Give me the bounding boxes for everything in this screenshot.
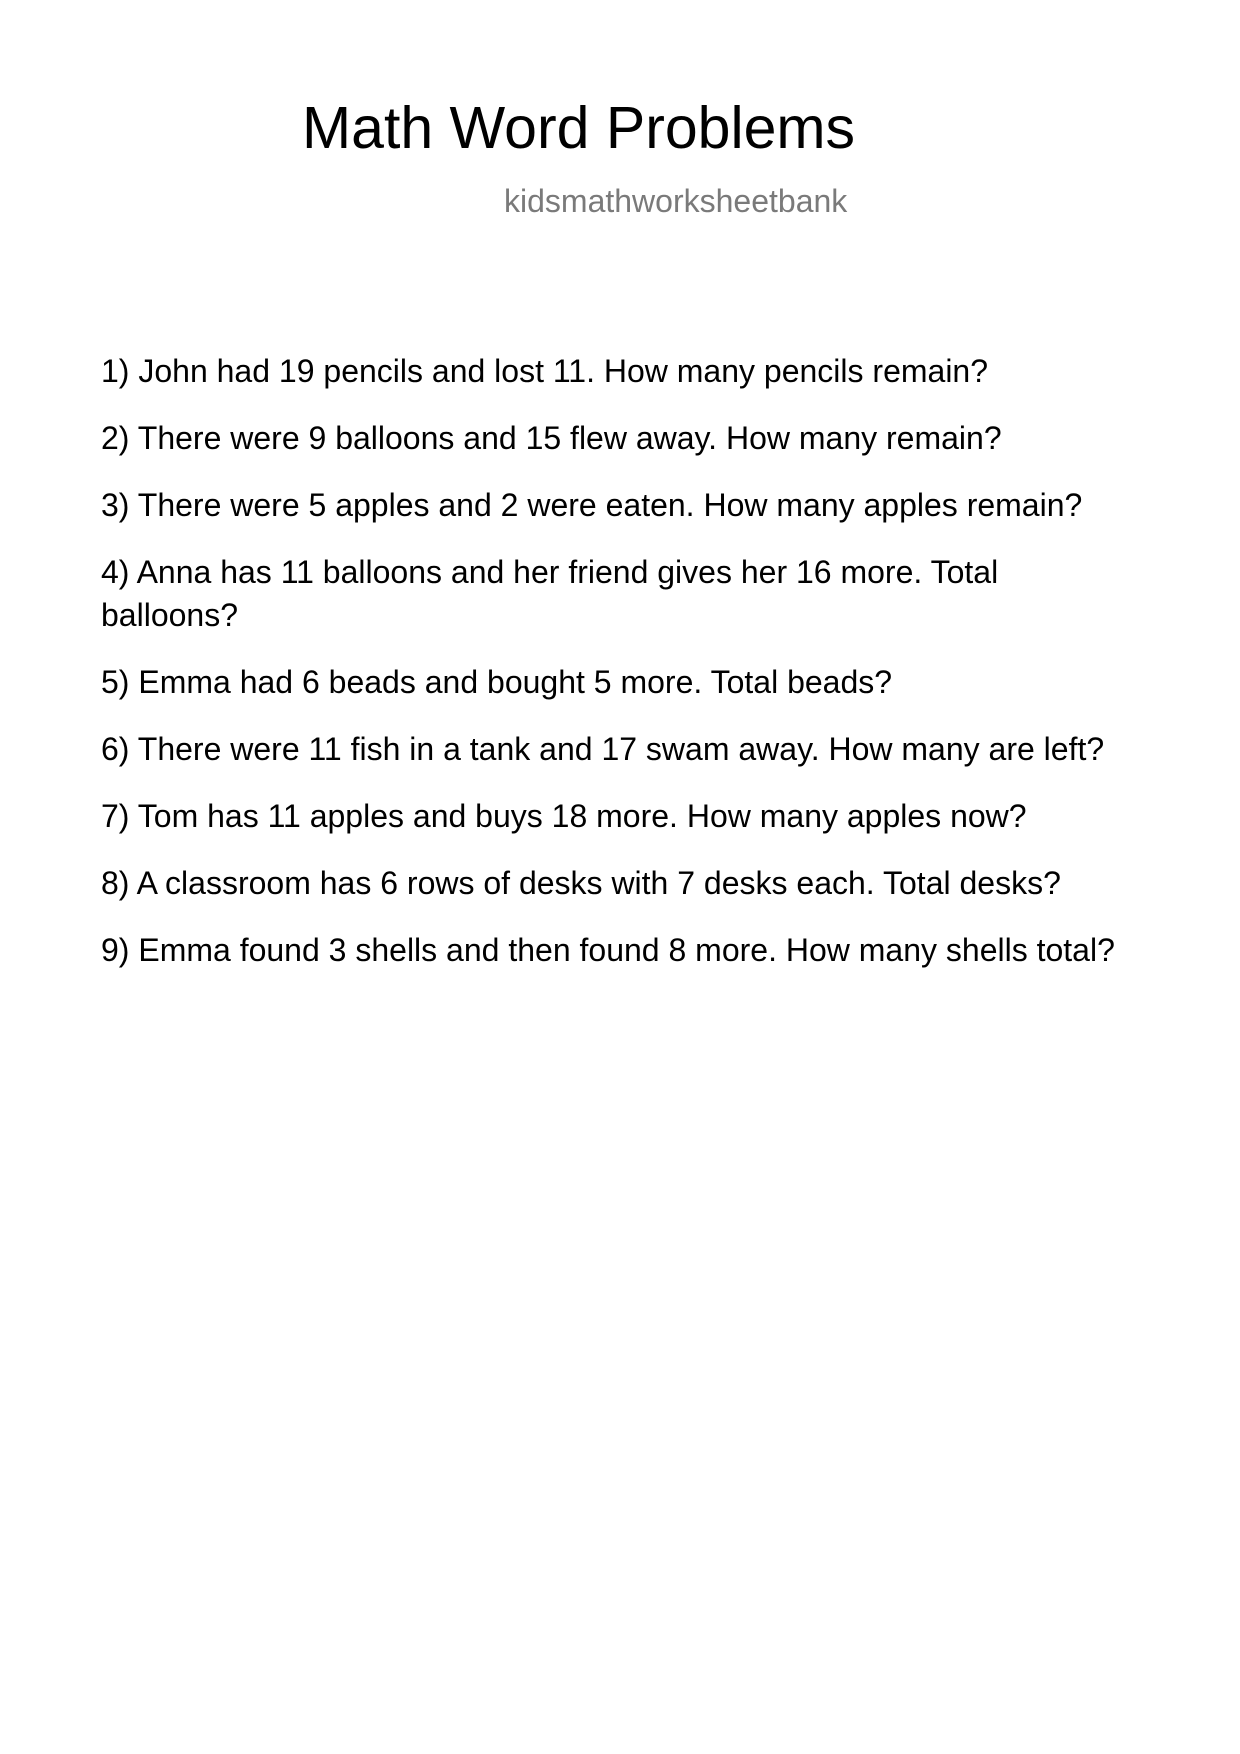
problem-list <box>101 350 1141 996</box>
problem-item: 7) Tom has 11 apples and buys 18 more. How many apples now? <box>101 798 1027 834</box>
problem-item: 2) There were 9 balloons and 15 flew away. How many remain? <box>101 420 1002 456</box>
page-title: Math Word Problems <box>302 95 856 161</box>
problem-item: 3) There were 5 apples and 2 were eaten. How many apples remain? <box>101 487 1083 523</box>
problem-item: 9) Emma found 3 shells and then found 8 more. How many shells total? <box>101 932 1115 968</box>
problem-item: 6) There were 11 fish in a tank and 17 swam away. How many are left? <box>101 731 1105 767</box>
page-subtitle: kidsmathworksheetbank <box>504 183 848 219</box>
problem-item: 1) John had 19 pencils and lost 11. How many pencils remain? <box>101 353 989 389</box>
problem-item: 4) Anna has 11 balloons and her friend gives her 16 more. Total balloons? <box>101 554 999 633</box>
problem-item: 5) Emma had 6 beads and bought 5 more. Total beads? <box>101 664 893 700</box>
problem-item: 8) A classroom has 6 rows of desks with 7 desks each. Total desks? <box>101 865 1061 901</box>
